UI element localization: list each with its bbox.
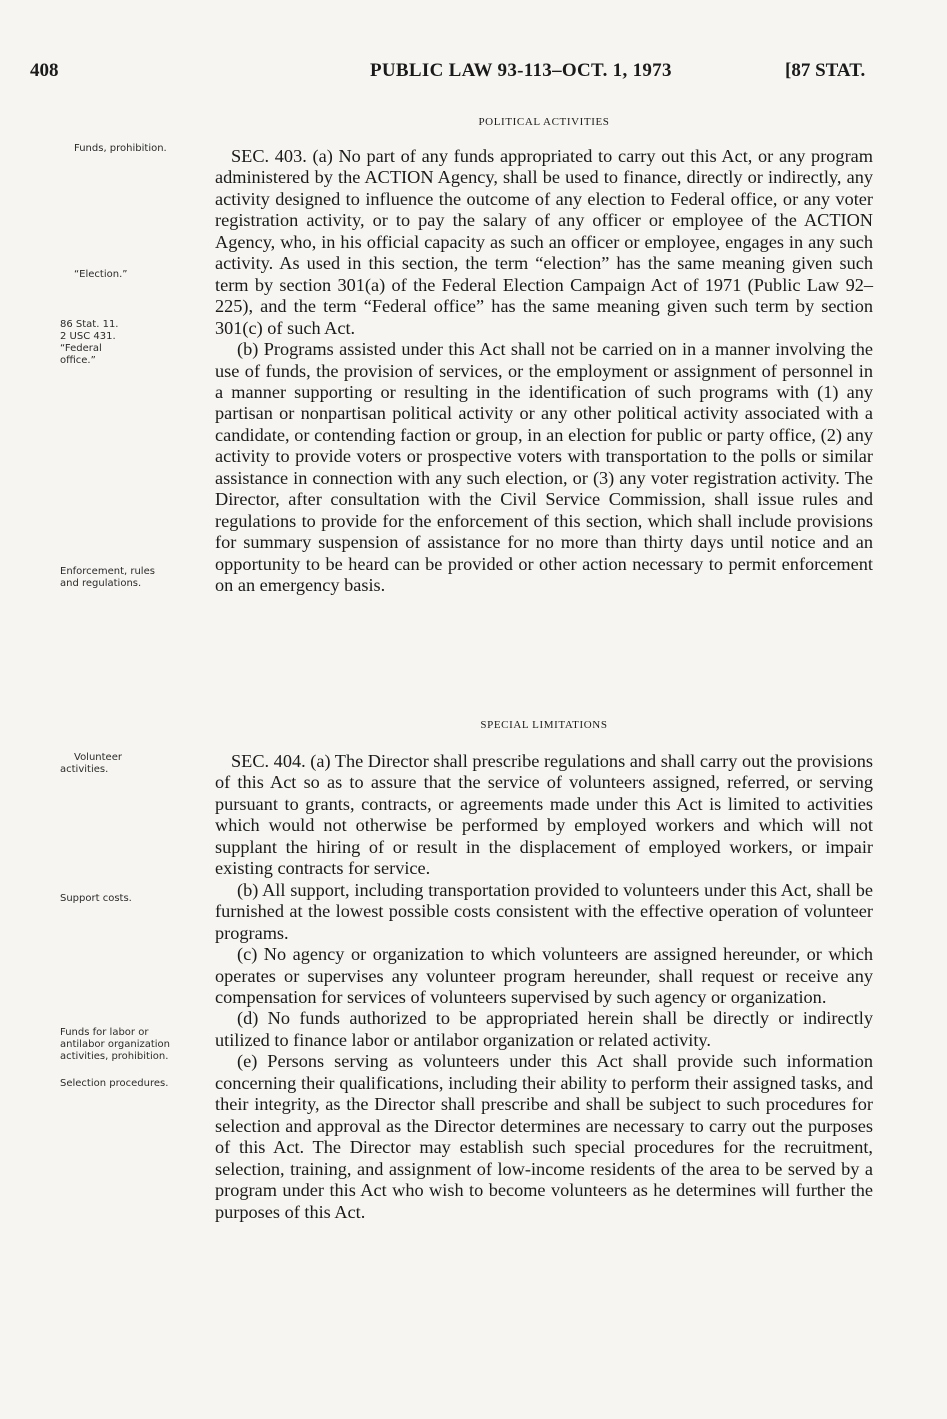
sec-404-c: (c) No agency or organization to which volunteers are assigned hereunder, or which operates or supervises any volunteer program hereunder, shall request or receive any compensation for services of volunteers supervised by such agency or organization. bbox=[215, 944, 873, 1007]
margin-note-volunteer-activities: Volunteer activities. bbox=[60, 752, 122, 775]
sec-404-d: (d) No funds authorized to be appropriated herein shall be directly or indirectly utilized to finance labor or antilabor organization or related activity. bbox=[215, 1008, 873, 1050]
sec-403-label: SEC. 403. bbox=[231, 146, 307, 166]
statute-volume: [87 STAT. bbox=[785, 60, 866, 81]
running-title: PUBLIC LAW 93-113–OCT. 1, 1973 bbox=[370, 60, 672, 81]
heading-political-activities: POLITICAL ACTIVITIES bbox=[478, 116, 610, 128]
sec-403-a-text: (a) No part of any funds appropriated to carry out this Act, or any program administered by the ACTION Agency, shall be used to finance, directly or indirectly, any activity designed to influence the outcome of any election to Federal office, or any voter registration activity, or to pay the salary of any officer or employee of the ACTION Agency, who, in his official capacity as such an officer or employee, engages in any such activity. As used in this section, the term “election” has the same meaning given such term by section 301(a) of the Federal Election Campaign Act of 1971 (Public Law 92–225), and the term “Federal office” has the same meaning given such term by section 301(c) of such Act. bbox=[215, 146, 873, 338]
margin-note-usc-cite: 2 USC 431. bbox=[60, 331, 116, 342]
sec-404-b: (b) All support, including transportation provided to volunteers under this Act, shall be furnished at the lowest possible costs consistent with the effective operation of volunteer programs. bbox=[215, 879, 873, 943]
section-403 bbox=[215, 146, 873, 597]
margin-note-funds-labor: Funds for labor or antilabor organization activities, prohibition. bbox=[60, 1027, 171, 1062]
margin-note-selection-procedures: Selection procedures. bbox=[60, 1078, 169, 1089]
heading-special-limitations: SPECIAL LIMITATIONS bbox=[480, 719, 608, 731]
sec-403-b: (b) Programs assisted under this Act shall not be carried on in a manner involving the use of funds, the provision of services, or the employment or assignment of personnel in a manner supporting or resulting in the identification of such programs with (1) any partisan or nonpartisan political activity or any other political activity associated with a candidate, or contending faction or group, in an election for public or party office, (2) any activity to provide voters or prospective voters with transportation to the polls or similar assistance in connection with any such election, or (3) any voter registration activity. The Director, after consultation with the Civil Service Commission, shall issue rules and regulations to provide for the enforcement of this section, which shall include provisions for summary suspension of assistance for no more than thirty days until notice and an opportunity to be heard can be provided or other action necessary to permit enforcement on an emergency basis. bbox=[215, 339, 873, 596]
sec-404-a bbox=[215, 751, 873, 880]
sec-403-a bbox=[215, 146, 873, 339]
sec-404-a-text: (a) The Director shall prescribe regulations and shall carry out the provisions of this Act so as to assure that the service of volunteers assigned, referred, or serving pursuant to grants, contracts, or agreements made under this Act is limited to activities which would not otherwise be performed by employed workers and which will not supplant the hiring of or result in the displacement of employed workers, or impair existing contracts for service. bbox=[215, 751, 873, 879]
margin-note-funds-prohibition: Funds, prohibition. bbox=[74, 143, 167, 154]
margin-note-stat-cite: 86 Stat. 11. bbox=[60, 319, 119, 330]
sec-404-label: SEC. 404. bbox=[231, 751, 306, 771]
running-header bbox=[0, 60, 947, 90]
sec-404-e: (e) Persons serving as volunteers under this Act shall provide such information concerning their qualifications, including their ability to perform their assigned tasks, and their integrity, as the Director shall prescribe and shall be subject to such procedures for selection and approval as the Director determines are necessary to carry out the purposes of this Act. The Director may establish such special procedures for the recruitment, selection, training, and assignment of low-income residents of the area to be served by a program under this Act who wish to become volunteers as he determines will further the purposes of this Act. bbox=[215, 1051, 873, 1222]
margin-note-election: “Election.” bbox=[74, 269, 128, 280]
section-404 bbox=[215, 751, 873, 1223]
margin-note-federal-office: “Federal office.” bbox=[60, 343, 102, 366]
margin-note-support-costs: Support costs. bbox=[60, 893, 132, 904]
margin-note-enforcement: Enforcement, rules and regulations. bbox=[60, 566, 155, 589]
page-number: 408 bbox=[30, 60, 59, 81]
